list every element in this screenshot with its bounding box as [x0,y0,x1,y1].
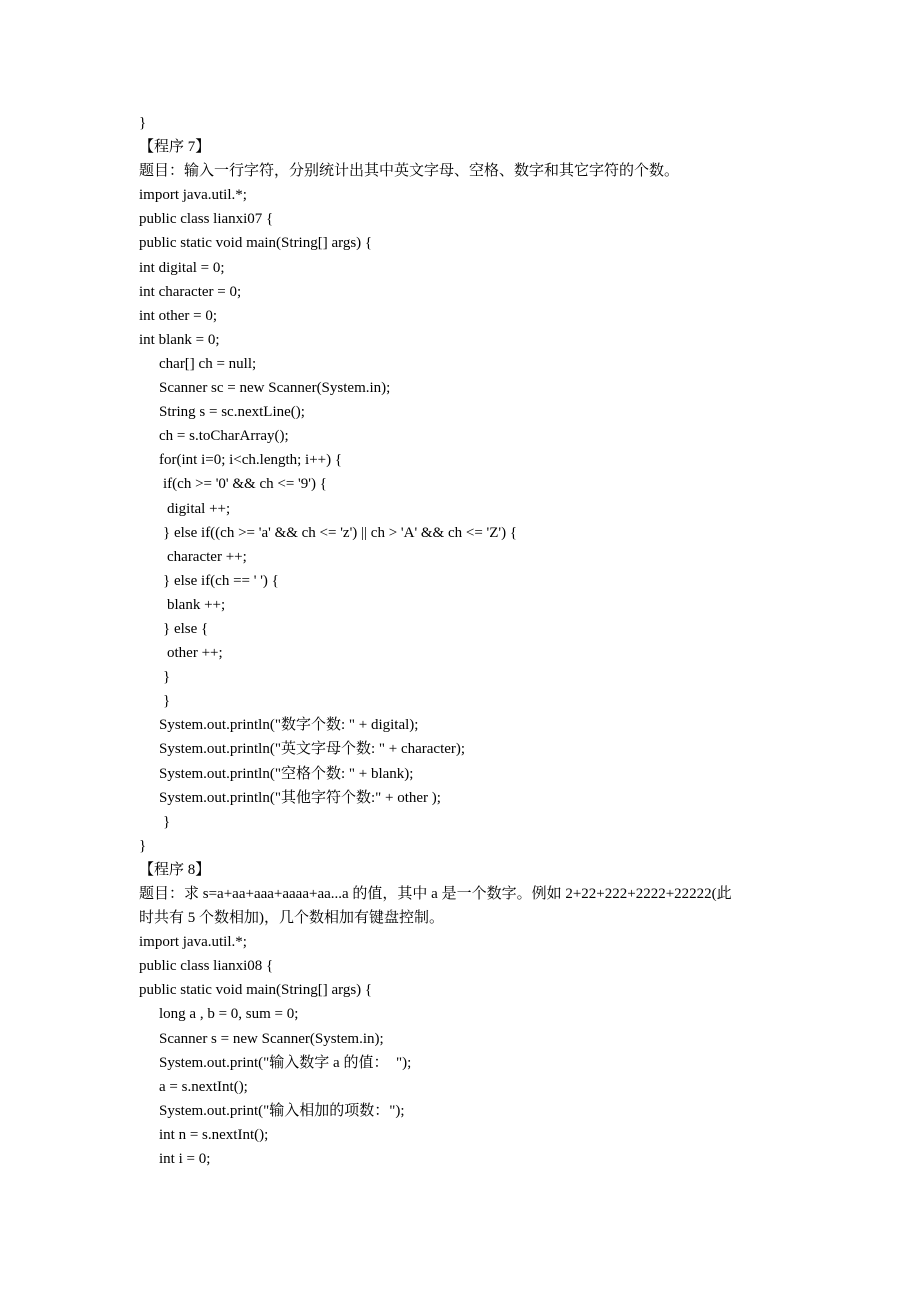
text-line: int n = s.nextInt(); [159,1126,269,1143]
text-line: a = s.nextInt(); [159,1078,248,1095]
text-line: public class lianxi07 { [139,211,274,228]
text-line: Scanner s = new Scanner(System.in); [159,1030,384,1047]
text-line: 题目：输入一行字符，分别统计出其中英文字母、空格、数字和其它字符的个数。 [139,163,680,180]
text-line: System.out.println("其他字符个数:" + other ); [159,789,441,806]
text-line: } [139,837,147,854]
text-line: } else if((ch >= 'a' && ch <= 'z') || ch > 'A' && ch <= 'Z') { [163,524,518,541]
text-line: public class lianxi08 { [139,958,274,975]
text-line: } [139,115,147,131]
text-line: 时共有 5 个数相加)，几个数相加有键盘控制。 [139,910,444,927]
text-line: Scanner sc = new Scanner(System.in); [159,380,391,397]
text-line: import java.util.*; [139,934,247,951]
text-line: other ++; [167,645,223,662]
text-line: } [163,693,171,710]
text-line: if(ch >= '0' && ch <= '9') { [163,476,327,493]
text-line: long a , b = 0, sum = 0; [159,1006,299,1023]
text-line: 【程序 8】 [139,861,211,878]
text-line: public static void main(String[] args) { [139,235,373,252]
text-line: System.out.print("输入数字 a 的值： "); [159,1054,412,1071]
text-line: public static void main(String[] args) { [139,982,373,999]
text-line: } [163,813,171,830]
text-line: System.out.println("数字个数: " + digital); [159,717,419,734]
text-line: int character = 0; [139,283,242,300]
text-line: for(int i=0; i<ch.length; i++) { [159,452,343,469]
text-line: ch = s.toCharArray(); [159,428,289,445]
text-line: System.out.println("英文字母个数: " + character); [159,741,466,758]
text-line: blank ++; [167,596,226,613]
text-line: 题目：求 s=a+aa+aaa+aaaa+aa...a 的值，其中 a 是一个数字。例如 2+22+222+2222+22222(此 [139,886,732,902]
text-line: } else if(ch == ' ') { [163,572,279,589]
text-line: digital ++; [167,500,231,517]
text-line: String s = sc.nextLine(); [159,404,305,421]
text-line: } else { [163,620,209,637]
text-line: System.out.print("输入相加的项数："); [159,1102,405,1119]
text-line: char[] ch = null; [159,355,257,372]
text-line: 【程序 7】 [139,139,211,156]
text-line: int other = 0; [139,307,218,324]
text-line: import java.util.*; [139,187,247,204]
text-line: System.out.println("空格个数: " + blank); [159,765,414,782]
text-line: } [163,669,171,686]
text-line: int i = 0; [159,1151,211,1168]
code-text-block [139,111,839,1171]
text-line: int blank = 0; [139,331,220,348]
text-line: int digital = 0; [139,259,225,276]
text-line: character ++; [167,548,247,565]
